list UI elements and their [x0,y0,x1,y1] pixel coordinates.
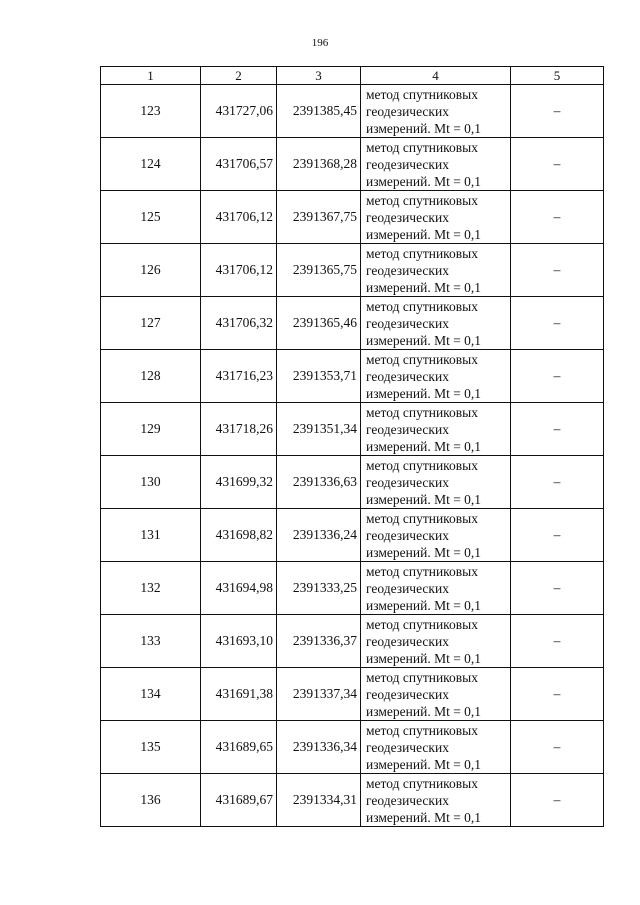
coordinates-table [100,66,604,827]
coord-x: 431727,06 [201,85,277,138]
table-row [101,244,604,297]
point-number: 133 [101,615,201,668]
coord-y: 2391365,46 [277,297,361,350]
method-text: метод спутниковых геодезических измерений. Mt = 0,1 [361,456,511,509]
method-text: метод спутниковых геодезических измерений. Mt = 0,1 [361,562,511,615]
coord-y: 2391365,75 [277,244,361,297]
coord-x: 431699,32 [201,456,277,509]
table-row [101,403,604,456]
table-row [101,138,604,191]
note-dash: – [511,456,604,509]
method-text: метод спутниковых геодезических измерений. Mt = 0,1 [361,774,511,827]
note-dash: – [511,615,604,668]
coord-y: 2391334,31 [277,774,361,827]
table-row [101,350,604,403]
point-number: 136 [101,774,201,827]
table-header [101,67,604,85]
note-dash: – [511,509,604,562]
table-row [101,456,604,509]
method-text: метод спутниковых геодезических измерений. Mt = 0,1 [361,85,511,138]
coord-x: 431689,65 [201,721,277,774]
method-text: метод спутниковых геодезических измерений. Mt = 0,1 [361,403,511,456]
method-text: метод спутниковых геодезических измерений. Mt = 0,1 [361,509,511,562]
note-dash: – [511,85,604,138]
header-col-3: 3 [277,67,361,85]
note-dash: – [511,403,604,456]
point-number: 123 [101,85,201,138]
table-row [101,774,604,827]
point-number: 131 [101,509,201,562]
method-text: метод спутниковых геодезических измерений. Mt = 0,1 [361,350,511,403]
note-dash: – [511,138,604,191]
method-text: метод спутниковых геодезических измерений. Mt = 0,1 [361,297,511,350]
coord-x: 431706,57 [201,138,277,191]
page-number: 196 [311,37,329,49]
point-number: 127 [101,297,201,350]
header-row [101,67,604,85]
point-number: 126 [101,244,201,297]
method-text: метод спутниковых геодезических измерений. Mt = 0,1 [361,191,511,244]
point-number: 128 [101,350,201,403]
table-row [101,509,604,562]
coord-y: 2391385,45 [277,85,361,138]
coord-x: 431689,67 [201,774,277,827]
table-row [101,562,604,615]
note-dash: – [511,721,604,774]
note-dash: – [511,191,604,244]
point-number: 129 [101,403,201,456]
point-number: 130 [101,456,201,509]
table-row [101,297,604,350]
note-dash: – [511,668,604,721]
coord-y: 2391336,63 [277,456,361,509]
coord-y: 2391351,34 [277,403,361,456]
note-dash: – [511,297,604,350]
coord-x: 431694,98 [201,562,277,615]
table-row [101,615,604,668]
coord-y: 2391336,24 [277,509,361,562]
table-row [101,668,604,721]
point-number: 125 [101,191,201,244]
coord-y: 2391336,34 [277,721,361,774]
header-col-4: 4 [361,67,511,85]
coord-y: 2391333,25 [277,562,361,615]
coord-y: 2391353,71 [277,350,361,403]
method-text: метод спутниковых геодезических измерений. Mt = 0,1 [361,615,511,668]
coord-x: 431698,82 [201,509,277,562]
coord-x: 431693,10 [201,615,277,668]
coord-y: 2391368,28 [277,138,361,191]
coord-y: 2391367,75 [277,191,361,244]
table-body [101,85,604,827]
method-text: метод спутниковых геодезических измерений. Mt = 0,1 [361,138,511,191]
coord-x: 431706,32 [201,297,277,350]
coord-x: 431716,23 [201,350,277,403]
coord-y: 2391337,34 [277,668,361,721]
method-text: метод спутниковых геодезических измерений. Mt = 0,1 [361,721,511,774]
coord-x: 431691,38 [201,668,277,721]
note-dash: – [511,350,604,403]
note-dash: – [511,774,604,827]
point-number: 134 [101,668,201,721]
header-col-2: 2 [201,67,277,85]
coord-x: 431706,12 [201,244,277,297]
point-number: 124 [101,138,201,191]
note-dash: – [511,244,604,297]
header-col-5: 5 [511,67,604,85]
point-number: 135 [101,721,201,774]
method-text: метод спутниковых геодезических измерений. Mt = 0,1 [361,244,511,297]
table-row [101,85,604,138]
table-row [101,191,604,244]
coord-y: 2391336,37 [277,615,361,668]
coord-x: 431718,26 [201,403,277,456]
coord-x: 431706,12 [201,191,277,244]
table-row [101,721,604,774]
point-number: 132 [101,562,201,615]
method-text: метод спутниковых геодезических измерений. Mt = 0,1 [361,668,511,721]
header-col-1: 1 [101,67,201,85]
note-dash: – [511,562,604,615]
